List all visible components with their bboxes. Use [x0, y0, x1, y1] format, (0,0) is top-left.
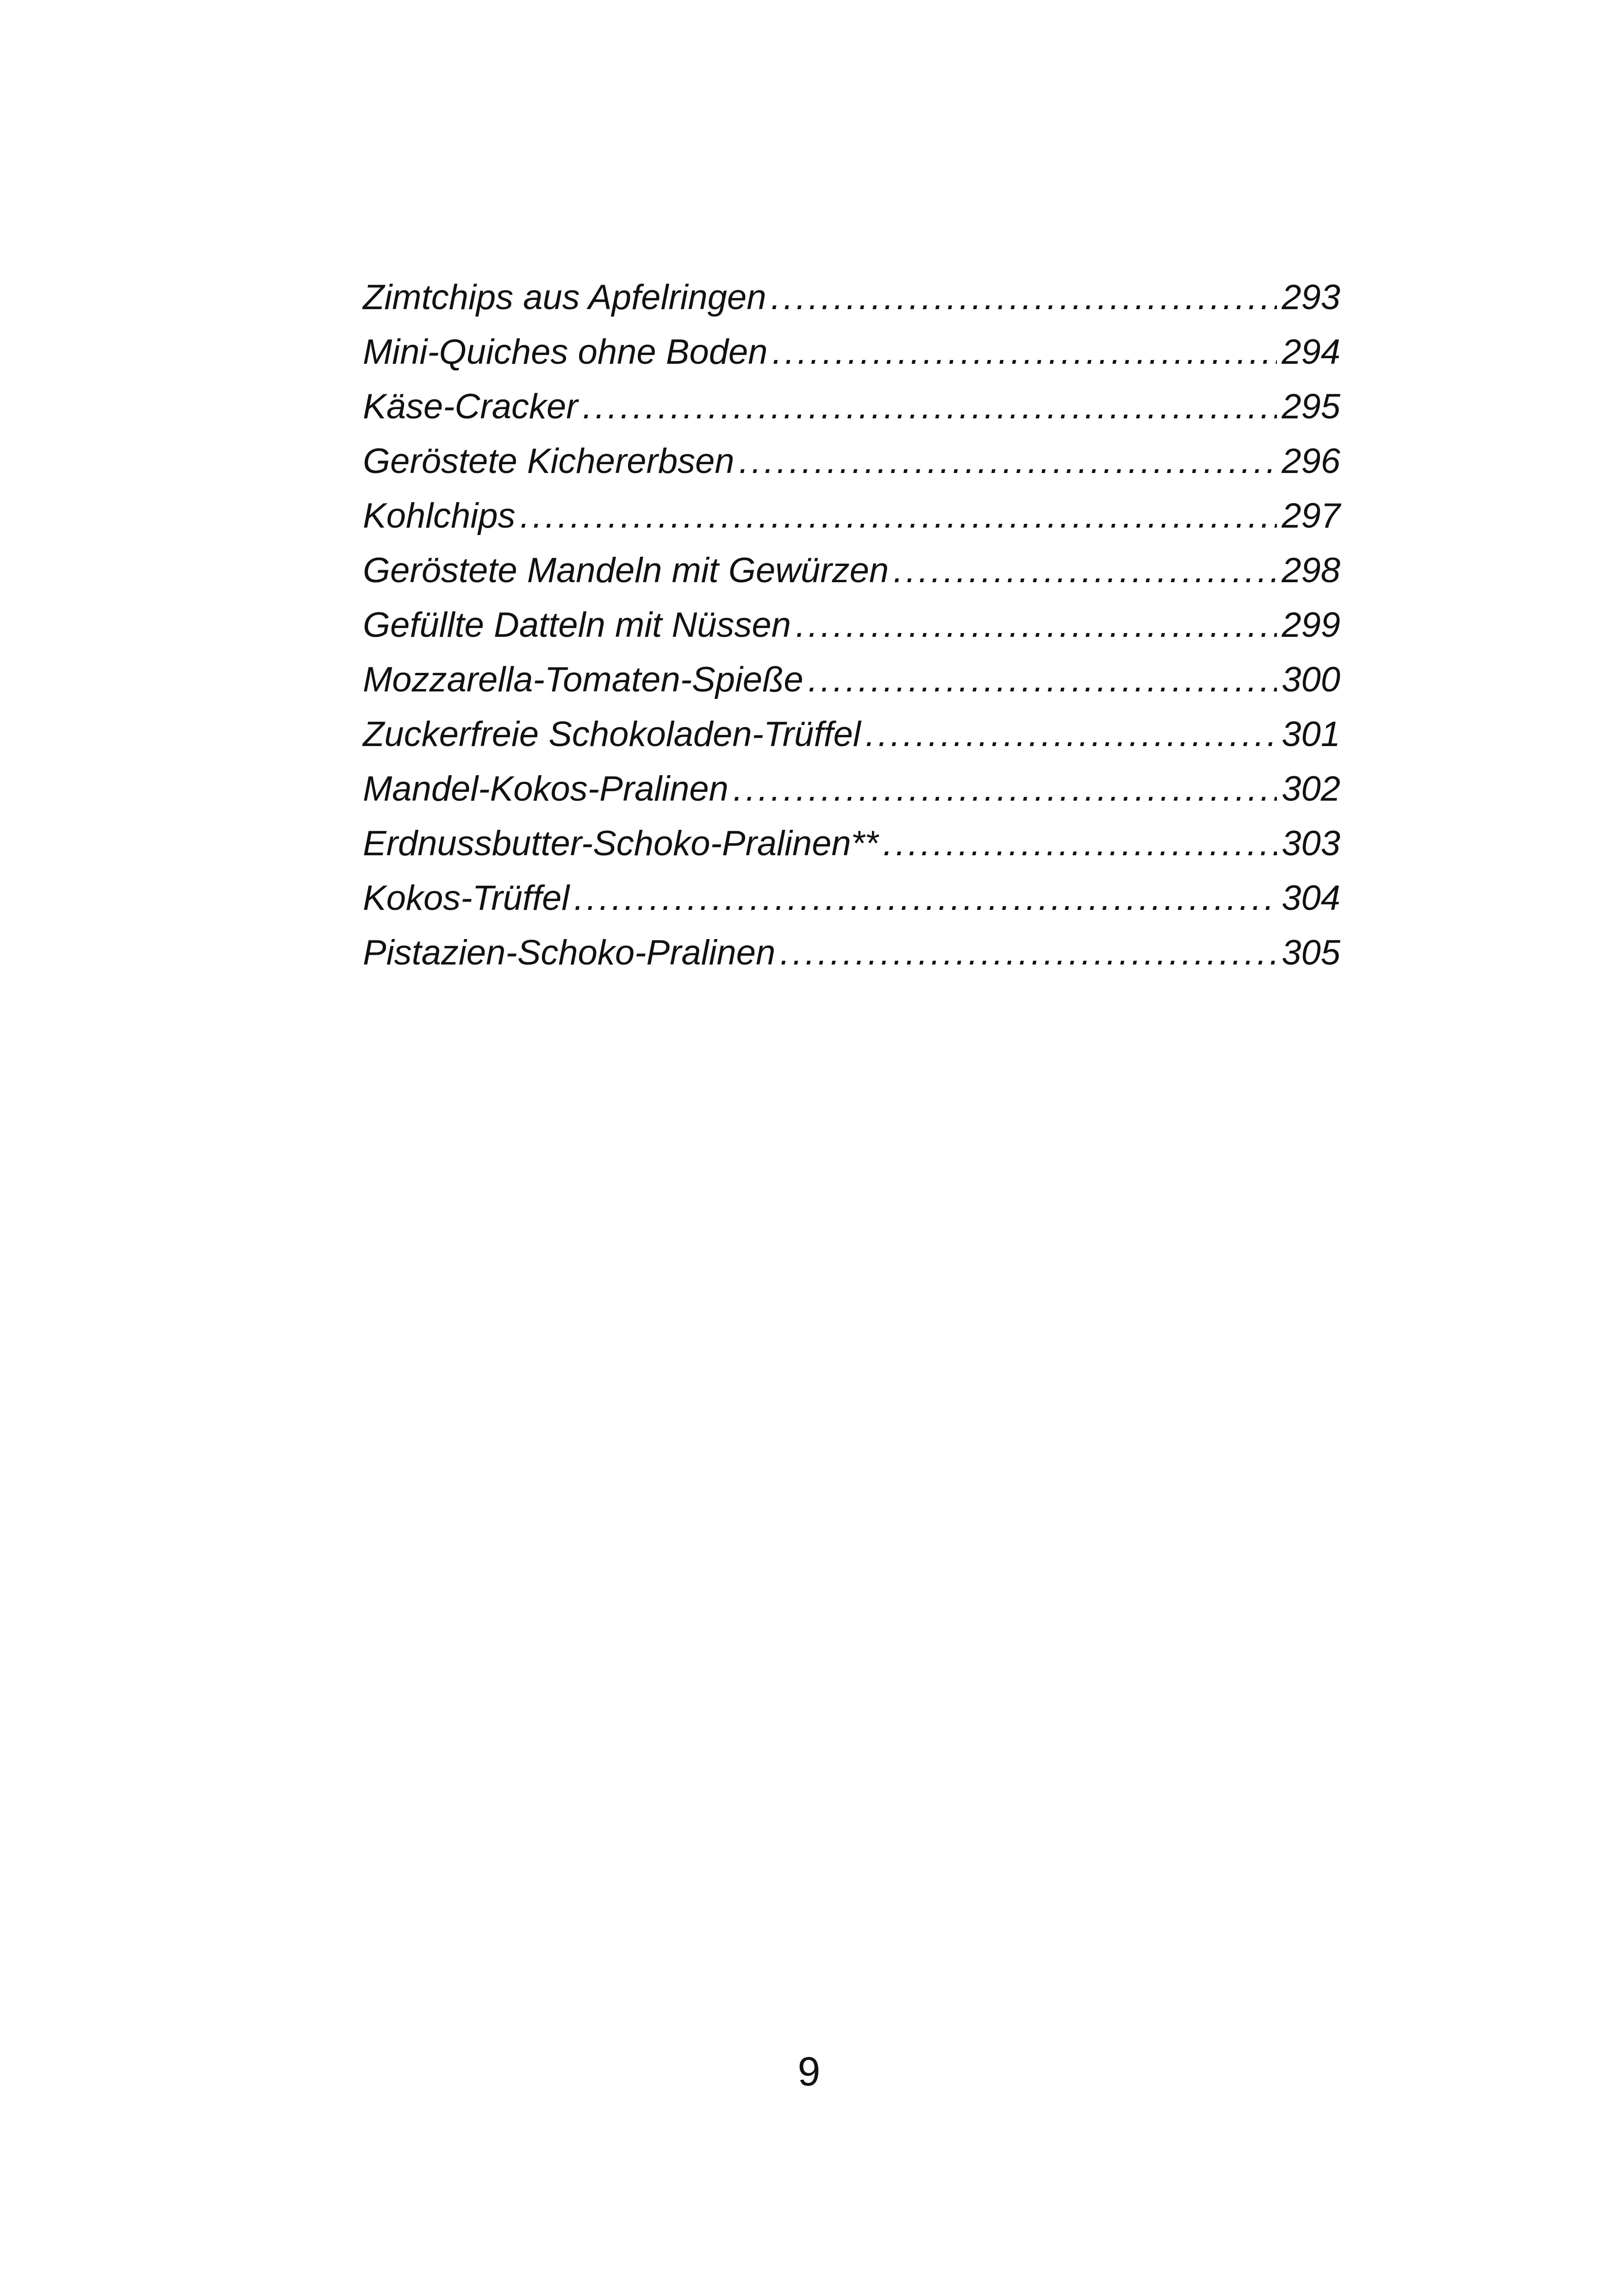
toc-entry-title: Erdnussbutter-Schoko-Pralinen**: [363, 824, 878, 863]
dot-leader: [583, 380, 1277, 434]
toc-entry[interactable]: [363, 653, 1340, 707]
toc-entry-title: Mini-Quiches ohne Boden: [363, 332, 768, 372]
toc-entry[interactable]: [363, 871, 1340, 926]
dot-leader: [772, 325, 1277, 380]
toc-entry-page: 302: [1282, 769, 1340, 809]
toc-entry[interactable]: [363, 325, 1340, 380]
toc-entry-page: 300: [1282, 660, 1340, 699]
page-number: 9: [797, 2048, 821, 2094]
toc-entry-title: Zuckerfreie Schokoladen-Trüffel: [363, 715, 861, 754]
toc-entry-title: Kohlchips: [363, 496, 516, 535]
toc-entry[interactable]: [363, 380, 1340, 434]
toc-entry-page: 296: [1282, 442, 1340, 481]
toc-entry-title: Mandel-Kokos-Pralinen: [363, 769, 728, 809]
toc-entry[interactable]: [363, 434, 1340, 489]
toc-entry-page: 303: [1282, 824, 1340, 863]
toc-entry-title: Geröstete Mandeln mit Gewürzen: [363, 551, 889, 590]
dot-leader: [808, 653, 1277, 707]
toc-entry-page: 293: [1282, 278, 1340, 317]
dot-leader: [733, 762, 1277, 816]
dot-leader: [796, 598, 1277, 653]
dot-leader: [883, 816, 1277, 871]
toc-entry-title: Pistazien-Schoko-Pralinen: [363, 933, 776, 972]
toc-entry-page: 295: [1282, 387, 1340, 426]
dot-leader: [739, 434, 1277, 489]
toc-entry-page: 299: [1282, 605, 1340, 645]
dot-leader: [574, 871, 1277, 926]
toc-entry[interactable]: [363, 489, 1340, 543]
dot-leader: [865, 707, 1277, 762]
dot-leader: [771, 270, 1277, 325]
toc-entry-title: Kokos-Trüffel: [363, 878, 570, 918]
toc-entry-title: Gefüllte Datteln mit Nüssen: [363, 605, 791, 645]
toc-entry[interactable]: [363, 926, 1340, 980]
toc-entry-page: 301: [1282, 715, 1340, 754]
toc-entry-page: 297: [1282, 496, 1340, 535]
toc-entry[interactable]: [363, 598, 1340, 653]
toc-entry[interactable]: [363, 816, 1340, 871]
toc-entry-page: 304: [1282, 878, 1340, 918]
toc-entry-title: Zimtchips aus Apfelringen: [363, 278, 766, 317]
dot-leader: [780, 926, 1277, 980]
toc-entry[interactable]: [363, 762, 1340, 816]
dot-leader: [893, 543, 1277, 598]
toc-entry-title: Mozzarella-Tomaten-Spieße: [363, 660, 803, 699]
toc-entry-title: Käse-Cracker: [363, 387, 578, 426]
toc-entry[interactable]: [363, 707, 1340, 762]
toc-entry-page: 294: [1282, 332, 1340, 372]
toc-entry-page: 298: [1282, 551, 1340, 590]
toc-entry[interactable]: [363, 543, 1340, 598]
toc-entry-page: 305: [1282, 933, 1340, 972]
toc-entry-title: Geröstete Kichererbsen: [363, 442, 734, 481]
toc-entry[interactable]: [363, 270, 1340, 325]
dot-leader: [520, 489, 1277, 543]
table-of-contents: [363, 270, 1340, 980]
